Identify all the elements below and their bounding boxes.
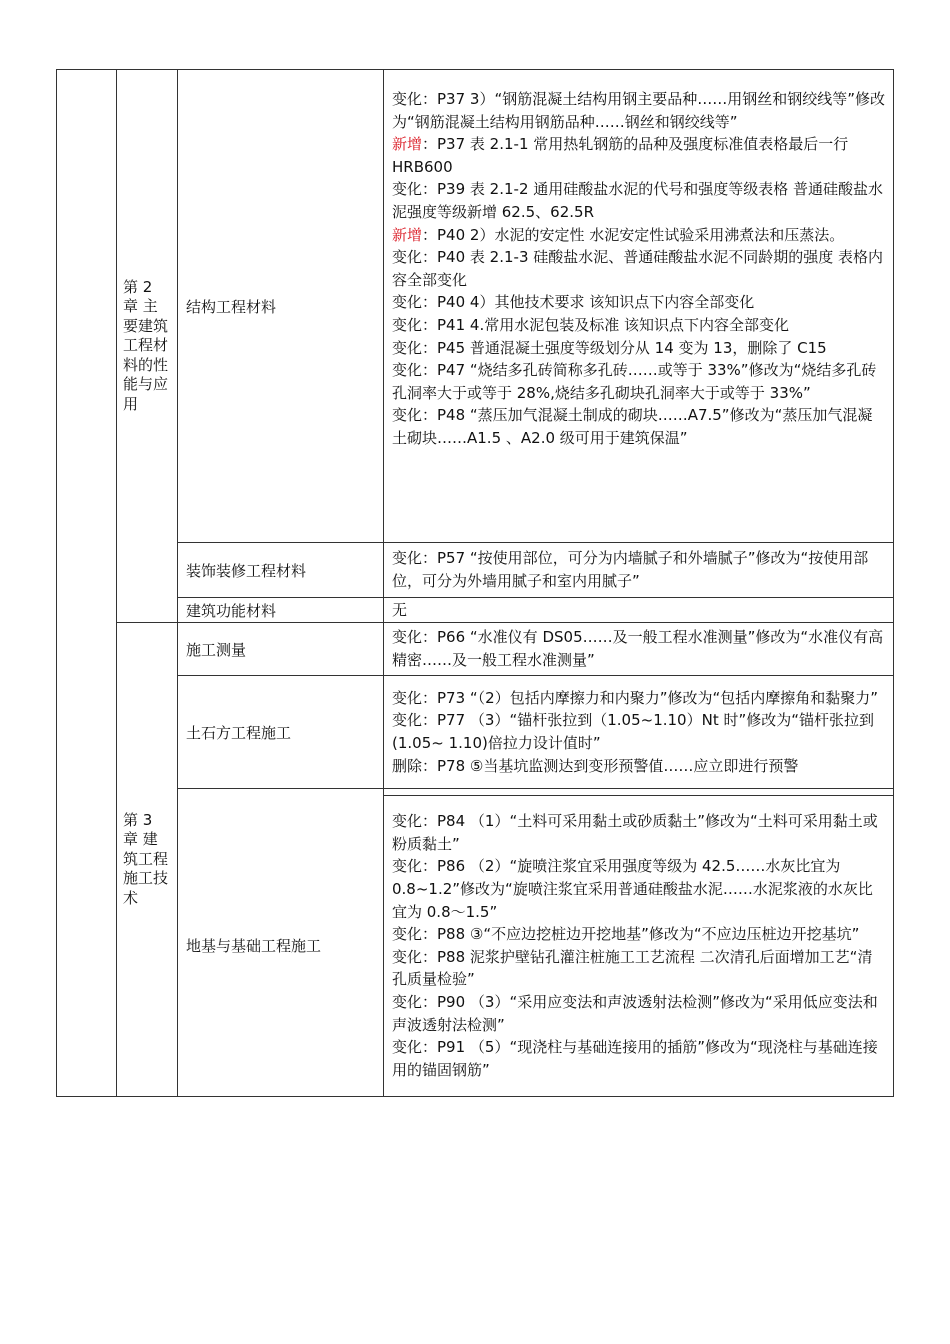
table-row	[57, 789, 894, 796]
chapter-title: 第 2 章 主要建筑工程材料的性能与应用	[117, 70, 178, 623]
blank-column	[57, 70, 117, 1097]
change-entry: 变化：P37 3）“钢筋混凝土结构用钢主要品种……用钢丝和钢绞线等”修改为“钢筋混凝土结构用钢筋品种……钢丝和钢绞线等”	[392, 90, 886, 131]
change-entry: 新增：P37 表 2.1-1 常用热轧钢筋的品种及强度标准值表格最后一行 HRB600	[392, 135, 854, 176]
change-entry: 变化：P86 （2）“旋喷注浆宜采用强度等级为 42.5……水灰比宜为 0.8~1.2”修改为“旋喷注浆宜采用普通硅酸盐水泥……水泥浆液的水灰比宜为 0.8～1.5”	[392, 857, 873, 921]
section-name: 土石方工程施工	[178, 676, 384, 789]
table-row	[57, 796, 894, 1097]
change-entry: 无	[392, 600, 408, 619]
change-entry: 删除：P78 ⑤当基坑监测达到变形预警值……应立即进行预警	[392, 756, 799, 775]
section-changes	[384, 623, 894, 676]
change-entry: 变化：P88 ③“不应边挖桩边开挖地基”修改为“不应边压桩边开挖基坑”	[392, 925, 860, 944]
section-name: 建筑功能材料	[178, 598, 384, 623]
chapter-title: 第 3 章 建筑工程施工技术	[117, 623, 178, 1097]
section-changes	[384, 70, 894, 543]
change-entry: 变化：P40 表 2.1-3 硅酸盐水泥、普通硅酸盐水泥不同龄期的强度 表格内容全部变化	[392, 248, 884, 289]
change-entry: 变化：P40 4）其他技术要求 该知识点下内容全部变化	[392, 293, 755, 312]
section-changes	[384, 796, 894, 1097]
table-row	[57, 623, 894, 676]
section-changes	[384, 543, 894, 598]
section-name: 地基与基础工程施工	[178, 796, 384, 1097]
section-changes	[384, 676, 894, 789]
change-entry: 变化：P39 表 2.1-2 通用硅酸盐水泥的代号和强度等级表格 普通硅酸盐水泥强度等级新增 62.5、62.5R	[392, 180, 884, 221]
change-entry: 变化：P84 （1）“土料可采用黏土或砂质黏土”修改为“土料可采用黏土或粉质黏土”	[392, 812, 878, 853]
table-row	[57, 70, 894, 543]
section-spacer	[384, 789, 894, 796]
section-changes	[384, 598, 894, 623]
table-row	[57, 543, 894, 598]
change-entry: 变化：P90 （3）“采用应变法和声波透射法检测”修改为“采用低应变法和声波透射法检测”	[392, 992, 878, 1034]
changes-table	[56, 69, 894, 1097]
section-name: 结构工程材料	[178, 70, 384, 543]
change-entry: 变化：P73 “（2）包括内摩擦力和内聚力”修改为“包括内摩擦角和黏聚力”	[392, 688, 879, 707]
section-name-spacer	[178, 789, 384, 796]
section-name: 施工测量	[178, 623, 384, 676]
change-entry: 变化：P48 “蒸压加气混凝土制成的砌块……A7.5”修改为“蒸压加气混凝土砌块……A1.5 、A2.0 级可用于建筑保温”	[392, 406, 873, 447]
change-entry: 变化：P45 普通混凝土强度等级划分从 14 变为 13，删除了 C15	[392, 338, 827, 357]
change-entry: 变化：P88 泥浆护壁钻孔灌注桩施工工艺流程 二次清孔后面增加工艺“清孔质量检验”	[392, 947, 873, 989]
change-entry: 变化：P91 （5）“现浇柱与基础连接用的插筋”修改为“现浇柱与基础连接用的锚固钢筋”	[392, 1038, 878, 1079]
table-row	[57, 598, 894, 623]
change-entry: 变化：P66 “水准仪有 DS05……及一般工程水准测量”修改为“水准仪有高精密……及一般工程水准测量”	[392, 628, 884, 669]
change-entry: 变化：P77 （3）“锚杆张拉到（1.05~1.10）Nt 时”修改为“锚杆张拉到(1.05~ 1.10)倍拉力设计值时”	[392, 711, 875, 752]
change-entry: 变化：P41 4.常用水泥包装及标准 该知识点下内容全部变化	[392, 315, 789, 334]
change-entry: 变化：P57 “按使用部位，可分为内墙腻子和外墙腻子”修改为“按使用部位，可分为外墙用腻子和室内用腻子”	[392, 549, 869, 590]
change-entry: 新增：P40 2）水泥的安定性 水泥安定性试验采用沸煮法和压蒸法。	[392, 225, 845, 244]
change-entry: 变化：P47 “烧结多孔砖简称多孔砖……或等于 33%”修改为“烧结多孔砖孔洞率大于或等于 28%,烧结多孔砌块孔洞率大于或等于 33%”	[392, 361, 877, 402]
section-name: 装饰装修工程材料	[178, 543, 384, 598]
table-row	[57, 676, 894, 789]
